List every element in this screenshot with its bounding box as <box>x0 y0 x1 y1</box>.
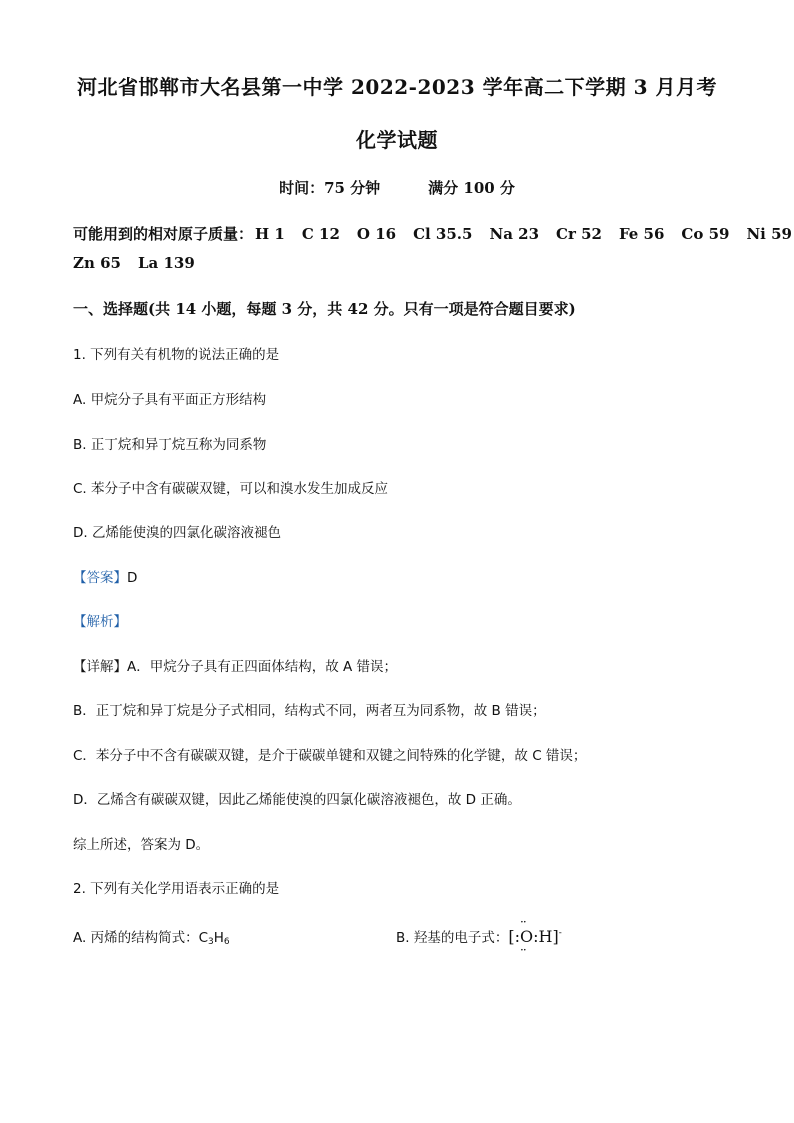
answer-tag: 【答案】 <box>73 570 127 586</box>
mass-item: C 12 <box>301 225 340 243</box>
q1-option-d: D. 乙烯能使溴的四氯化碳溶液褪色 <box>73 525 281 541</box>
exam-score: 满分 100 分 <box>428 179 515 197</box>
charge-sign: - <box>558 928 562 939</box>
q1-option-c: C. 苯分子中含有碳碳双键，可以和溴水发生加成反应 <box>73 481 389 497</box>
subscript: 3 <box>208 937 214 947</box>
section-heading: 一、选择题(共 14 小题，每题 3 分，共 42 分。只有一项是符合题目要求) <box>73 300 576 318</box>
q1-detail-b: B．正丁烷和异丁烷是分子式相同，结构式不同，两者互为同系物，故 B 错误； <box>73 703 546 719</box>
atomic-mass-line-1 <box>73 223 794 244</box>
q1-detail-d: D．乙烯含有碳碳双键，因此乙烯能使溴的四氯化碳溶液褪色，故 D 正确。 <box>73 792 521 808</box>
mass-item: Na 23 <box>489 225 540 243</box>
q1-summary: 综上所述，答案为 D。 <box>73 837 210 853</box>
exam-time: 时间：75 分钟 <box>279 179 381 197</box>
atomic-mass-label: 可能用到的相对原子质量： <box>73 225 254 243</box>
exam-meta <box>0 177 794 198</box>
bracket-close: :H] <box>533 927 559 946</box>
q1-detail-c: C．苯分子中不含有碳碳双键，是介于碳碳单键和双键之间特殊的化学键，故 C 错误； <box>73 748 587 764</box>
q1-analysis <box>73 610 127 630</box>
mass-item: Zn 65 <box>73 254 121 272</box>
exam-title: 河北省邯郸市大名县第一中学 2022-2023 学年高二下学期 3 月月考 <box>77 75 717 99</box>
mass-item: Cl 35.5 <box>413 225 473 243</box>
subscript: 6 <box>223 937 230 947</box>
answer-value: D <box>127 570 138 586</box>
mass-item: Cr 52 <box>556 225 602 243</box>
q1-detail-a <box>73 655 397 675</box>
q2-option-b-label: B. 羟基的电子式： <box>396 930 509 946</box>
q1-stem: 1. 下列有关有机物的说法正确的是 <box>73 347 280 363</box>
q1-answer <box>73 566 137 586</box>
atomic-mass-line-2 <box>73 254 212 272</box>
exam-subject: 化学试题 <box>356 128 438 152</box>
q1-option-b: B. 正丁烷和异丁烷互称为同系物 <box>73 437 267 453</box>
electron-formula <box>508 927 561 946</box>
q1-option-a: A. 甲烷分子具有平面正方形结构 <box>73 392 267 408</box>
mass-item: O 16 <box>356 225 397 243</box>
detail-tag: 【详解】 <box>73 659 127 675</box>
mass-item: Fe 56 <box>618 225 665 243</box>
bracket-open: [: <box>508 927 520 946</box>
detail-a-text: A．甲烷分子具有正四面体结构，故 A 错误； <box>127 659 398 675</box>
element-symbol: H <box>213 930 224 946</box>
mass-item: Co 59 <box>681 225 730 243</box>
oxygen-symbol: ·· O ·· <box>520 927 533 946</box>
mass-item: La 139 <box>137 254 195 272</box>
mass-item: Ni 59 <box>746 225 792 243</box>
q2-option-a-label: A. 丙烯的结构简式：C <box>73 930 209 946</box>
mass-item: H 1 <box>255 225 285 243</box>
q2-stem: 2. 下列有关化学用语表示正确的是 <box>73 881 280 897</box>
analysis-tag: 【解析】 <box>73 614 127 630</box>
q2-option-a <box>73 926 230 947</box>
q2-option-b <box>396 926 562 946</box>
